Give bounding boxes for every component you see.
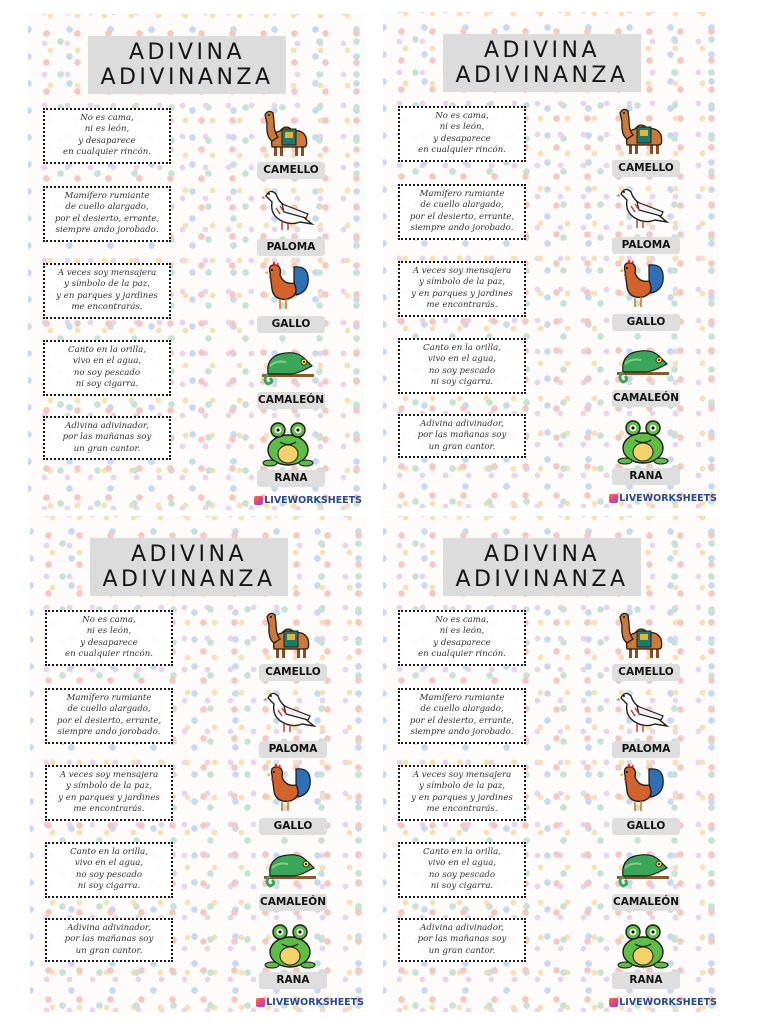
riddle-line: Canto en la orilla, <box>70 847 148 857</box>
title-line-1: ADIVINA <box>483 542 601 567</box>
liveworksheets-logo-icon <box>609 998 618 1007</box>
rooster-icon[interactable] <box>260 261 316 311</box>
riddle-line: por las mañanas soy <box>417 430 507 441</box>
riddle-line: vivo en el agua, <box>427 354 497 365</box>
answer-label-gallo: GALLO <box>612 314 680 331</box>
chameleon-icon[interactable] <box>615 338 671 388</box>
riddle-line: y en parques y jardines <box>58 792 160 803</box>
riddle-box[interactable] <box>45 842 173 898</box>
rooster-icon[interactable] <box>615 259 671 309</box>
liveworksheets-logo-icon <box>254 496 263 505</box>
riddle-line: Mamífero rumiante <box>64 191 150 201</box>
riddle-line: me encontrarás. <box>426 804 498 815</box>
riddle-line: Mamífero rumiante <box>419 189 505 199</box>
liveworksheets-logo[interactable] <box>609 997 717 1008</box>
title-line-1: ADIVINA <box>483 38 601 63</box>
riddle-line: en cualquier rincón. <box>418 649 506 660</box>
riddle-box[interactable] <box>45 610 173 666</box>
camel-icon[interactable] <box>260 107 316 157</box>
riddle-line: por el desierto, errante, <box>409 211 515 222</box>
riddle-line: Mamífero rumiante <box>66 693 152 703</box>
rooster-icon[interactable] <box>615 763 671 813</box>
worksheet-copy <box>383 516 719 1012</box>
riddle-line: y símbolo de la paz, <box>63 279 151 290</box>
riddle-box[interactable] <box>43 108 171 164</box>
dove-icon[interactable] <box>260 184 316 234</box>
riddle-line: Canto en la orilla, <box>68 345 146 355</box>
riddle-line: Adivina adivinador, <box>420 419 504 429</box>
title-line-2: ADIVINANZA <box>100 65 274 90</box>
riddle-line: A veces soy mensajera <box>412 266 512 276</box>
dove-icon[interactable] <box>615 182 671 232</box>
riddle-box[interactable] <box>45 918 173 962</box>
riddle-line: A veces soy mensajera <box>57 268 157 278</box>
riddle-line: ni es león, <box>86 626 132 637</box>
title-box <box>88 36 286 94</box>
riddle-line: Adivina adivinador, <box>420 923 504 933</box>
riddle-box[interactable] <box>45 765 173 821</box>
riddle-line: no soy pescado <box>75 869 143 880</box>
riddle-box[interactable] <box>398 765 526 821</box>
title-line-2: ADIVINANZA <box>455 567 629 592</box>
camel-icon[interactable] <box>615 609 671 659</box>
riddle-line: me encontrarás. <box>73 804 145 815</box>
riddle-line: por el desierto, errante, <box>54 213 160 224</box>
riddle-line: y desaparece <box>78 135 136 146</box>
answer-label-camaleon: CAMALEÓN <box>612 894 680 911</box>
riddle-line: y en parques y jardines <box>411 792 513 803</box>
answer-label-rana: RANA <box>257 470 325 487</box>
liveworksheets-logo[interactable] <box>254 495 362 506</box>
riddle-line: por el desierto, errante, <box>56 715 162 726</box>
riddle-line: No es cama, <box>82 615 136 625</box>
riddle-line: ni es león, <box>439 122 485 133</box>
answer-label-gallo: GALLO <box>259 818 327 835</box>
answer-label-paloma: PALOMA <box>259 741 327 758</box>
riddle-line: y símbolo de la paz, <box>418 781 506 792</box>
riddle-box[interactable] <box>398 688 526 744</box>
answer-label-camello: CAMELLO <box>259 664 327 681</box>
riddle-line: ni soy cigarra. <box>430 881 494 892</box>
riddle-line: ni es león, <box>84 124 130 135</box>
riddle-box[interactable] <box>43 186 171 242</box>
worksheet-copy <box>383 12 719 508</box>
title-box <box>443 34 641 92</box>
riddle-line: siempre ando jorobado. <box>410 727 514 738</box>
riddle-line: por las mañanas soy <box>417 934 507 945</box>
worksheet-copy <box>28 14 364 510</box>
riddle-line: Canto en la orilla, <box>423 343 501 353</box>
dove-icon[interactable] <box>262 686 318 736</box>
chameleon-icon[interactable] <box>615 842 671 892</box>
riddle-line: por el desierto, errante, <box>409 715 515 726</box>
riddle-box[interactable] <box>398 918 526 962</box>
answer-label-paloma: PALOMA <box>612 237 680 254</box>
riddle-line: y símbolo de la paz, <box>418 277 506 288</box>
riddle-line: vivo en el agua, <box>74 858 144 869</box>
answer-label-paloma: PALOMA <box>257 239 325 256</box>
liveworksheets-logo[interactable] <box>609 493 717 504</box>
riddle-line: Mamífero rumiante <box>419 693 505 703</box>
title-line-2: ADIVINANZA <box>102 567 276 592</box>
riddle-box[interactable] <box>43 340 171 396</box>
frog-icon[interactable] <box>260 418 316 468</box>
answer-label-rana: RANA <box>612 468 680 485</box>
title-line-1: ADIVINA <box>130 542 248 567</box>
riddle-line: y en parques y jardines <box>411 288 513 299</box>
riddle-box[interactable] <box>398 338 526 394</box>
riddle-line: en cualquier rincón. <box>65 649 153 660</box>
brand-text: LIVEWORKSHEETS <box>264 495 362 506</box>
riddle-line: no soy pescado <box>428 365 496 376</box>
riddle-line: en cualquier rincón. <box>418 145 506 156</box>
worksheet-copy <box>30 516 366 1012</box>
liveworksheets-logo-icon <box>609 494 618 503</box>
riddle-box[interactable] <box>43 263 171 319</box>
riddle-line: me encontrarás. <box>71 302 143 313</box>
title-box <box>443 538 641 596</box>
riddle-line: y desaparece <box>433 637 491 648</box>
riddle-line: y desaparece <box>80 637 138 648</box>
riddle-line: No es cama, <box>435 111 489 121</box>
brand-text: LIVEWORKSHEETS <box>266 997 364 1008</box>
riddle-line: de cuello alargado, <box>67 704 151 715</box>
riddle-box[interactable] <box>398 261 526 317</box>
riddle-box[interactable] <box>398 414 526 458</box>
riddle-line: de cuello alargado, <box>420 200 504 211</box>
riddle-line: por las mañanas soy <box>64 934 154 945</box>
riddle-line: siempre ando jorobado. <box>410 223 514 234</box>
frog-icon[interactable] <box>262 920 318 970</box>
riddle-line: vivo en el agua, <box>427 858 497 869</box>
riddle-line: un gran cantor. <box>428 945 496 956</box>
riddle-line: No es cama, <box>435 615 489 625</box>
riddle-line: ni soy cigarra. <box>430 377 494 388</box>
chameleon-icon[interactable] <box>262 842 318 892</box>
riddle-line: de cuello alargado, <box>420 704 504 715</box>
riddle-line: ni soy cigarra. <box>77 881 141 892</box>
answer-label-paloma: PALOMA <box>612 741 680 758</box>
riddle-line: ni es león, <box>439 626 485 637</box>
riddle-line: me encontrarás. <box>426 300 498 311</box>
riddle-line: No es cama, <box>80 113 134 123</box>
riddle-box[interactable] <box>45 688 173 744</box>
dove-icon[interactable] <box>615 686 671 736</box>
riddle-line: y en parques y jardines <box>56 290 158 301</box>
riddle-box[interactable] <box>398 106 526 162</box>
answer-label-rana: RANA <box>259 972 327 989</box>
riddle-line: ni soy cigarra. <box>75 379 139 390</box>
riddle-line: en cualquier rincón. <box>63 147 151 158</box>
riddle-box[interactable] <box>398 842 526 898</box>
answer-label-gallo: GALLO <box>612 818 680 835</box>
riddle-line: y símbolo de la paz, <box>65 781 153 792</box>
liveworksheets-logo-icon <box>256 998 265 1007</box>
riddle-box[interactable] <box>398 184 526 240</box>
riddle-line: A veces soy mensajera <box>412 770 512 780</box>
answer-label-gallo: GALLO <box>257 316 325 333</box>
answer-label-camello: CAMELLO <box>612 664 680 681</box>
riddle-line: de cuello alargado, <box>65 202 149 213</box>
liveworksheets-logo[interactable] <box>256 997 364 1008</box>
brand-text: LIVEWORKSHEETS <box>619 493 717 504</box>
riddle-line: Canto en la orilla, <box>423 847 501 857</box>
title-line-1: ADIVINA <box>128 40 246 65</box>
riddle-line: no soy pescado <box>428 869 496 880</box>
riddle-line: siempre ando jorobado. <box>55 225 159 236</box>
brand-text: LIVEWORKSHEETS <box>619 997 717 1008</box>
camel-icon[interactable] <box>262 609 318 659</box>
answer-label-camaleon: CAMALEÓN <box>259 894 327 911</box>
riddle-line: un gran cantor. <box>75 945 143 956</box>
riddle-line: un gran cantor. <box>428 441 496 452</box>
answer-label-camaleon: CAMALEÓN <box>612 390 680 407</box>
chameleon-icon[interactable] <box>260 340 316 390</box>
answer-label-camello: CAMELLO <box>257 162 325 179</box>
riddle-box[interactable] <box>43 416 171 460</box>
answer-label-camello: CAMELLO <box>612 160 680 177</box>
riddle-line: siempre ando jorobado. <box>57 727 161 738</box>
riddle-line: por las mañanas soy <box>62 432 152 443</box>
frog-icon[interactable] <box>615 416 671 466</box>
answer-label-rana: RANA <box>612 972 680 989</box>
riddle-line: A veces soy mensajera <box>59 770 159 780</box>
riddle-line: un gran cantor. <box>73 443 141 454</box>
riddle-line: Adivina adivinador, <box>65 421 149 431</box>
riddle-line: no soy pescado <box>73 367 141 378</box>
rooster-icon[interactable] <box>262 763 318 813</box>
answer-label-camaleon: CAMALEÓN <box>257 392 325 409</box>
riddle-line: vivo en el agua, <box>72 356 142 367</box>
riddle-line: Adivina adivinador, <box>67 923 151 933</box>
frog-icon[interactable] <box>615 920 671 970</box>
title-box <box>90 538 288 596</box>
riddle-box[interactable] <box>398 610 526 666</box>
camel-icon[interactable] <box>615 105 671 155</box>
title-line-2: ADIVINANZA <box>455 63 629 88</box>
riddle-line: y desaparece <box>433 133 491 144</box>
